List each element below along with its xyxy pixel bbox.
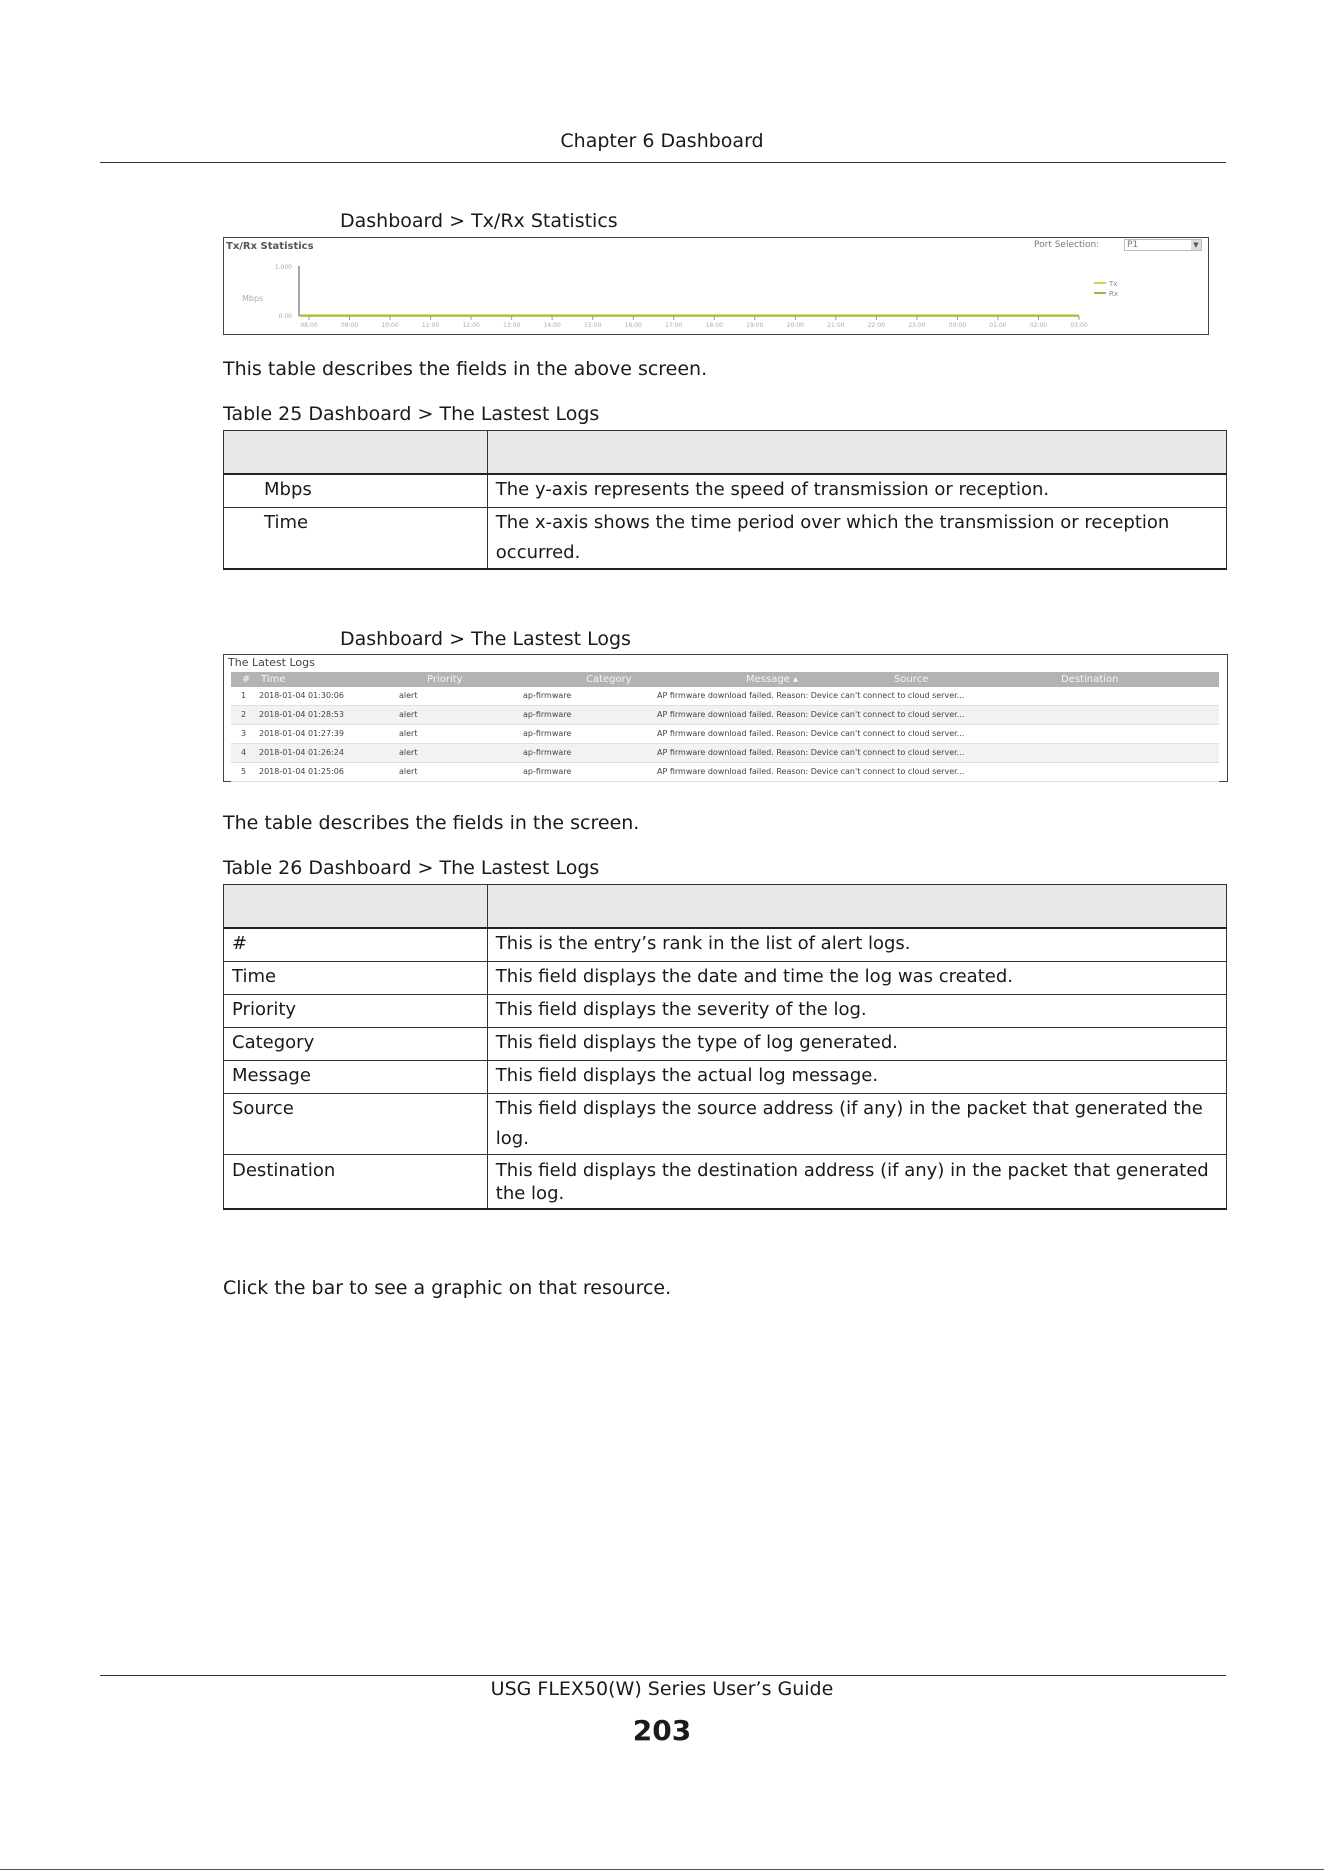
x-tick-label: 03:00 bbox=[1070, 322, 1088, 329]
x-tick-label: 19:00 bbox=[746, 322, 764, 329]
log-cell-num: 4 bbox=[241, 748, 247, 757]
log-cell-num: 2 bbox=[241, 710, 247, 719]
txrx-statistics-widget bbox=[223, 237, 1209, 335]
column-header-source[interactable]: Source bbox=[894, 674, 929, 685]
x-tick-label: 12:00 bbox=[462, 322, 480, 329]
x-tick-label: 22:00 bbox=[867, 322, 886, 329]
log-cell-time: 2018-01-04 01:30:06 bbox=[259, 691, 344, 700]
table-cell-label: Time bbox=[224, 507, 488, 569]
log-cell-time: 2018-01-04 01:25:06 bbox=[259, 767, 344, 776]
table-cell-description: This field displays the date and time the log was created. bbox=[487, 961, 1226, 994]
table-row bbox=[224, 1154, 1227, 1209]
figure-caption-txrx: Dashboard > Tx/Rx Statistics bbox=[340, 210, 618, 232]
x-tick-label: 20:00 bbox=[786, 322, 804, 329]
guide-title: USG FLEX50(W) Series User’s Guide bbox=[490, 1678, 834, 1700]
table-cell-description: This field displays the severity of the log. bbox=[487, 994, 1226, 1027]
log-row[interactable] bbox=[231, 725, 1219, 744]
table-cell-label: Destination bbox=[224, 1154, 488, 1209]
table-cell-description: The x-axis shows the time period over which the transmission or reception occurred. bbox=[487, 507, 1226, 569]
column-header-priority[interactable]: Priority bbox=[427, 674, 463, 685]
chapter-title: Chapter 6 Dashboard bbox=[560, 130, 764, 152]
x-tick-label: 23:00 bbox=[908, 322, 926, 329]
column-header-message[interactable]: Message ▴ bbox=[746, 674, 799, 685]
x-tick-label: 02:00 bbox=[1029, 322, 1048, 329]
column-header-time[interactable]: Time bbox=[261, 674, 286, 685]
table-cell-label: Message bbox=[224, 1060, 488, 1093]
table26-caption: Table 26 Dashboard > The Lastest Logs bbox=[223, 857, 600, 879]
table25-caption: Table 25 Dashboard > The Lastest Logs bbox=[223, 403, 600, 425]
log-cell-priority: alert bbox=[399, 767, 418, 776]
figure-caption-logs: Dashboard > The Lastest Logs bbox=[340, 628, 631, 650]
column-header-destination[interactable]: Destination bbox=[1061, 674, 1119, 685]
log-cell-message: AP firmware download failed. Reason: Device can't connect to cloud server... bbox=[657, 729, 965, 738]
x-tick-label: 13:00 bbox=[502, 322, 521, 329]
table-row bbox=[224, 961, 1227, 994]
log-row[interactable] bbox=[231, 744, 1219, 763]
intro-text-2: The table describes the fields in the screen. bbox=[223, 812, 640, 834]
x-tick-label: 14:00 bbox=[543, 322, 561, 329]
table-cell-label: Category bbox=[224, 1027, 488, 1060]
table-cell-label: Time bbox=[224, 961, 488, 994]
table-cell-description: This field displays the type of log generated. bbox=[487, 1027, 1226, 1060]
log-cell-category: ap-firmware bbox=[523, 767, 572, 776]
table-cell-label: Mbps bbox=[224, 474, 488, 507]
x-tick-label: 10:00 bbox=[381, 322, 399, 329]
log-row[interactable] bbox=[231, 706, 1219, 725]
column-header-num[interactable]: # bbox=[242, 674, 251, 685]
table-row bbox=[224, 928, 1227, 961]
y-tick-label: 1.000 bbox=[274, 264, 292, 271]
table-cell-description: This field displays the actual log message. bbox=[487, 1060, 1226, 1093]
table25 bbox=[223, 430, 1227, 570]
log-cell-priority: alert bbox=[399, 710, 418, 719]
footer-divider bbox=[100, 1675, 1226, 1676]
table26 bbox=[223, 884, 1227, 1210]
table-cell-description: This field displays the source address (if any) in the packet that generated the log. bbox=[487, 1093, 1226, 1154]
column-header-category[interactable]: Category bbox=[586, 674, 632, 685]
x-tick-label: 01:00 bbox=[989, 322, 1007, 329]
table-row bbox=[224, 994, 1227, 1027]
port-selection-dropdown[interactable] bbox=[1124, 239, 1202, 251]
port-selection-value: P1 bbox=[1127, 240, 1139, 250]
legend-label-tx: Tx bbox=[1109, 280, 1118, 288]
log-cell-num: 1 bbox=[241, 691, 247, 700]
page-bottom-edge bbox=[0, 1869, 1324, 1870]
x-tick-label: 16:00 bbox=[624, 322, 642, 329]
log-cell-message: AP firmware download failed. Reason: Device can't connect to cloud server... bbox=[657, 691, 965, 700]
log-row[interactable] bbox=[231, 763, 1219, 782]
log-cell-category: ap-firmware bbox=[523, 729, 572, 738]
table-row bbox=[224, 507, 1227, 569]
log-cell-message: AP firmware download failed. Reason: Device can't connect to cloud server... bbox=[657, 748, 965, 757]
log-cell-priority: alert bbox=[399, 748, 418, 757]
logs-widget-title: The Latest Logs bbox=[228, 656, 315, 669]
table-cell-description: This field displays the destination address (if any) in the packet that generated the log. bbox=[487, 1154, 1226, 1209]
txrx-widget-title: Tx/Rx Statistics bbox=[226, 241, 314, 252]
log-cell-time: 2018-01-04 01:27:39 bbox=[259, 729, 344, 738]
log-cell-priority: alert bbox=[399, 691, 418, 700]
legend-label-rx: Rx bbox=[1109, 290, 1119, 298]
table-cell-description: This is the entry’s rank in the list of alert logs. bbox=[487, 928, 1226, 961]
y-tick-label: 0.00 bbox=[278, 313, 292, 320]
log-cell-message: AP firmware download failed. Reason: Device can't connect to cloud server... bbox=[657, 710, 965, 719]
log-cell-time: 2018-01-04 01:26:24 bbox=[259, 748, 344, 757]
log-cell-num: 5 bbox=[241, 767, 247, 776]
y-axis-label: Mbps bbox=[242, 294, 264, 303]
x-tick-label: 17:00 bbox=[665, 322, 683, 329]
logs-grid bbox=[231, 672, 1219, 782]
port-selection-label: Port Selection: bbox=[1034, 240, 1100, 250]
log-cell-priority: alert bbox=[399, 729, 418, 738]
log-cell-category: ap-firmware bbox=[523, 691, 572, 700]
log-cell-category: ap-firmware bbox=[523, 748, 572, 757]
page-number: 203 bbox=[632, 1714, 692, 1747]
table-cell-label: Source bbox=[224, 1093, 488, 1154]
x-tick-label: 15:00 bbox=[584, 322, 602, 329]
table-cell-label: # bbox=[224, 928, 488, 961]
x-tick-label: 11:00 bbox=[421, 322, 440, 329]
table-header-row bbox=[224, 885, 1227, 929]
log-cell-message: AP firmware download failed. Reason: Device can't connect to cloud server... bbox=[657, 767, 965, 776]
x-tick-label: 00:00 bbox=[948, 322, 967, 329]
x-tick-label: 09:00 bbox=[340, 322, 359, 329]
table-header-row bbox=[224, 431, 1227, 475]
x-tick-label: 21:00 bbox=[827, 322, 845, 329]
table-cell-description: The y-axis represents the speed of transmission or reception. bbox=[487, 474, 1226, 507]
closing-text: Click the bar to see a graphic on that resource. bbox=[223, 1277, 672, 1299]
intro-text-1: This table describes the fields in the above screen. bbox=[223, 358, 708, 380]
txrx-chart bbox=[224, 238, 1208, 334]
log-cell-category: ap-firmware bbox=[523, 710, 572, 719]
log-cell-time: 2018-01-04 01:28:53 bbox=[259, 710, 344, 719]
table-row bbox=[224, 1060, 1227, 1093]
table-row bbox=[224, 1093, 1227, 1154]
table-row bbox=[224, 474, 1227, 507]
logs-grid-header bbox=[231, 672, 1219, 687]
chevron-down-icon[interactable]: ▼ bbox=[1191, 240, 1201, 250]
latest-logs-widget bbox=[223, 654, 1228, 782]
x-tick-label: 08:00 bbox=[300, 322, 318, 329]
table-cell-label: Priority bbox=[224, 994, 488, 1027]
log-cell-num: 3 bbox=[241, 729, 247, 738]
table-row bbox=[224, 1027, 1227, 1060]
x-tick-label: 18:00 bbox=[705, 322, 723, 329]
log-row[interactable] bbox=[231, 687, 1219, 706]
header-divider bbox=[100, 162, 1226, 163]
